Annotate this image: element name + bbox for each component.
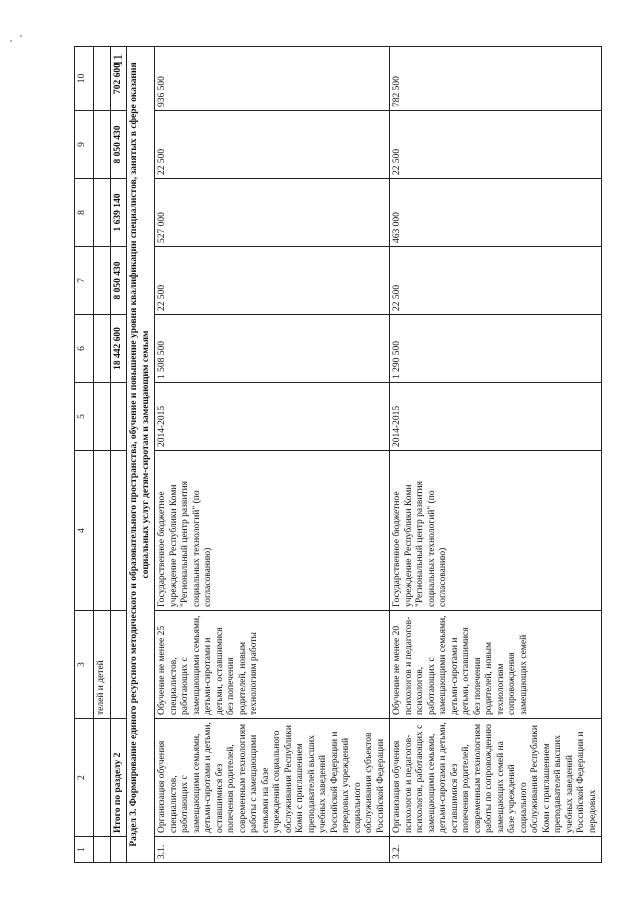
period: 2014-2015 — [390, 383, 602, 451]
total-row — [110, 47, 127, 863]
total-label: Итого по разделу 2 — [110, 719, 127, 837]
amount-col10: 782 500 — [390, 47, 602, 111]
col-number: 8 — [75, 179, 94, 247]
table-row — [155, 47, 390, 863]
amount-col8: 463 000 — [390, 179, 602, 247]
section-row — [127, 47, 155, 863]
continued-row — [94, 47, 111, 863]
col-number: 3 — [75, 611, 94, 719]
total-col6: 18 442 600 — [110, 315, 127, 383]
row-number: 3.2. — [390, 837, 602, 863]
column-number-row — [75, 47, 94, 863]
total-col9: 8 050 430 — [110, 111, 127, 179]
amount-col9: 22 500 — [155, 111, 390, 179]
scan-speck — [20, 35, 22, 37]
expected-result: Обучение не менее 20 психологов и педагогов-психологов, работающих с замещающими семьями, детьми-сиротами и детьми, оставшимися без попечения родителей, новым технологиям сопровождения замещающих семей — [390, 611, 602, 719]
amount-col6: 1 290 500 — [390, 315, 602, 383]
page-number: 11 — [110, 54, 125, 67]
col-number: 10 — [75, 47, 94, 111]
col-number: 1 — [75, 837, 94, 863]
col-number: 6 — [75, 315, 94, 383]
amount-col7: 22 500 — [390, 247, 602, 315]
row-number: 3.1. — [155, 837, 390, 863]
total-col10: 702 600 — [110, 47, 127, 111]
col-number: 4 — [75, 451, 94, 611]
expected-result: Обучение не менее 25 специалистов, работающих с замещающими семьями, детьми-сиротами и детьми, оставшимися без попечения родителей, новым технологиям работы — [155, 611, 390, 719]
col-number: 7 — [75, 247, 94, 315]
col-number: 5 — [75, 383, 94, 451]
rotated-document-sheet — [60, 40, 598, 870]
col-number: 9 — [75, 111, 94, 179]
total-col8: 1 639 140 — [110, 179, 127, 247]
amount-col10: 936 500 — [155, 47, 390, 111]
amount-col7: 22 500 — [155, 247, 390, 315]
activity-name: Организация обучения специалистов, работающих с замещающими семьями, детьми-сиротами и детьми, оставшимися без попечения родителей, современным технологиям работы с замещающими семьями на базе учреждений социального обслуживания Республики Коми с приглашением преподавателей высших учебных заведений Российской Федерации и передовых учреждений социального обслуживания субъектов Российской Федерации — [155, 719, 390, 837]
responsible-executor: Государственное бюджетное учреждение Республики Коми "Региональный центр развития социальных технологий" (по согласованию) — [155, 451, 390, 611]
total-col7: 8 050 430 — [110, 247, 127, 315]
continued-text: телей и детей — [94, 611, 111, 719]
program-table — [74, 46, 602, 863]
section-title: Раздел 3. Формирование единого ресурсного методического и образовательного пространства, обучение и повышение уровня квалификации специалистов, занятых в сфере оказания социальных услуг детям-сиротам и замещающим семьям — [127, 47, 155, 863]
activity-name: Организация обучения психологов и педагогов-психологов, работающих с замещающими семьями, детьми-сиротами и детьми, оставшимися без попечения родителей, современным технологиям работы по сопровождению замещающих семей на базе учреждений социального обслуживания Республики Коми с приглашением преподавателей высших учебных заведений Российской Федерации и передовых — [390, 719, 602, 837]
col-number: 2 — [75, 719, 94, 837]
amount-col9: 22 500 — [390, 111, 602, 179]
scan-speck — [10, 40, 12, 42]
amount-col8: 527 000 — [155, 179, 390, 247]
table-row — [390, 47, 602, 863]
amount-col6: 1 508 500 — [155, 315, 390, 383]
period: 2014-2015 — [155, 383, 390, 451]
responsible-executor: Государственное бюджетное учреждение Республики Коми "Региональный центр развития социальных технологий" (по согласованию) — [390, 451, 602, 611]
